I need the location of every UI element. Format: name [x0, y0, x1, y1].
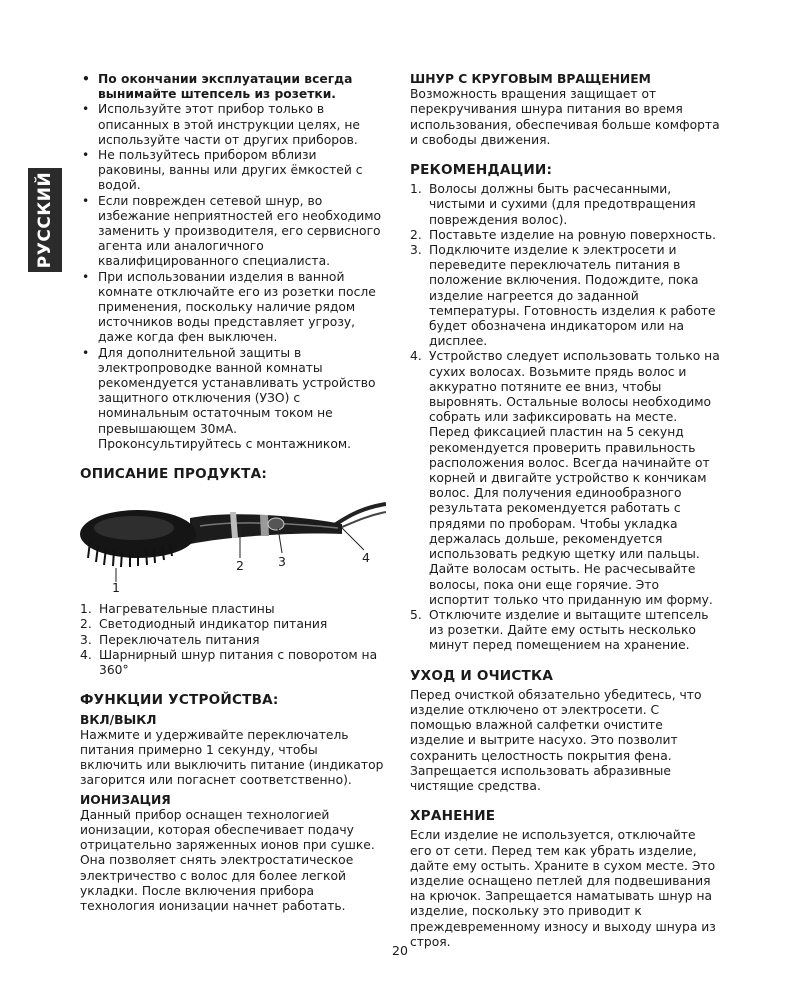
- parts-item: 3. Переключатель питания: [80, 632, 260, 647]
- page-number: 20: [392, 943, 408, 958]
- callout-3: 3: [278, 554, 286, 570]
- recommendation-item: 4. Устройство следует использовать только на сухих волосах. Возьмите прядь волос и аккуратно потяните ее вниз, чтобы выровнять. Остальные волосы необходимо собрать или зафиксировать на месте. Перед фиксацией пластин на 5 секунд рекомендуется проверить правильность расположения волос. Всегда начинайте от корней и двигайте устройство к кончикам волос. Для получения единообразного результата рекомендуется работать с прядями по проборам. Чтобы укладка держалась дольше, рекомендуется использовать редкую щетку или пальцы. Дайте волосам остыть. Не расчесывайте волосы, пока они еще горячие. Это испортит только что приданную им форму.: [410, 349, 720, 607]
- safety-item: • Если поврежден сетевой шнур, во избежание неприятностей его необходимо заменить у производителя, его сервисного агента или аналогичного квалифицированного специалиста.: [80, 194, 384, 270]
- ionization-heading: ИОНИЗАЦИЯ: [80, 792, 171, 807]
- parts-item: 4. Шарнирный шнур питания с поворотом на 360°: [80, 647, 378, 678]
- callout-4: 4: [362, 550, 370, 566]
- hair-straightener-brush-image: [80, 488, 386, 598]
- language-tab: [28, 168, 62, 272]
- parts-item: 1. Нагревательные пластины: [80, 602, 275, 617]
- right-column: [410, 72, 720, 950]
- language-tab-label: РУССКИЙ: [35, 171, 55, 269]
- product-illustration: [80, 488, 386, 598]
- safety-item: • При использовании изделия в ванной комнате отключайте его из розетки после применения, поскольку наличие рядом источников воды представляет угрозу, даже когда фен выключен.: [80, 270, 384, 346]
- recommendations-list: [410, 182, 720, 653]
- swivel-cord-heading: ШНУР С КРУГОВЫМ ВРАЩЕНИЕМ: [410, 72, 651, 86]
- callout-2: 2: [236, 558, 244, 574]
- care-heading: УХОД И ОЧИСТКА: [410, 667, 554, 684]
- callout-1: 1: [112, 580, 120, 596]
- safety-item: • Используйте этот прибор только в описанных в этой инструкции целях, не используйте части от других приборов.: [80, 102, 384, 148]
- product-description-heading: ОПИСАНИЕ ПРОДУКТА:: [80, 466, 268, 483]
- left-column: [80, 72, 384, 914]
- storage-heading: ХРАНЕНИЕ: [410, 808, 496, 825]
- storage-text: Если изделие не используется, отключайте его от сети. Перед тем как убрать изделие, дайте ему остыть. Храните в сухом месте. Это изделие оснащено петлей для подвешивания на крючок. Запрещается наматывать шнур на изделие, поскольку это приводит к преждевременному износу и выходу шнура из строя.: [410, 828, 716, 949]
- functions-heading: ФУНКЦИИ УСТРОЙСТВА:: [80, 692, 279, 709]
- recommendation-item: 5. Отключите изделие и вытащите штепсель из розетки. Дайте ему остыть несколько минут перед помещением на хранение.: [410, 607, 709, 653]
- safety-list: [80, 72, 384, 452]
- parts-list: [80, 602, 384, 678]
- onoff-heading: ВКЛ/ВЫКЛ: [80, 712, 157, 727]
- swivel-cord-text: Возможность вращения защищает от перекручивания шнура питания во время использования, обеспечивая больше комфорта и свободы движения.: [410, 87, 720, 147]
- recommendations-heading: РЕКОМЕНДАЦИИ:: [410, 162, 553, 179]
- safety-item: • Для дополнительной защиты в электропроводке ванной комнаты рекомендуется устанавливать устройство защитного отключения (УЗО) с номинальным остаточным током не превышающем 30мА. Проконсультируйтесь с монтажником.: [80, 346, 384, 452]
- recommendation-item: 1. Волосы должны быть расчесанными, чистыми и сухими (для предотвращения повреждения волос).: [410, 182, 696, 227]
- onoff-text: Нажмите и удерживайте переключатель питания примерно 1 секунду, чтобы включить или выключить питание (индикатор загорится или погаснет соответственно).: [80, 727, 384, 788]
- ionization-text: Данный прибор оснащен технологией ионизации, которая обеспечивает подачу отрицательно заряженных ионов при сушке. Она позволяет снять электростатическое электричество с волос для более легкой укладки. После включения прибора технология ионизации начнет работать.: [80, 807, 375, 913]
- recommendation-item: 2. Поставьте изделие на ровную поверхность.: [410, 227, 717, 242]
- parts-item: 2. Светодиодный индикатор питания: [80, 617, 328, 632]
- care-text: Перед очисткой обязательно убедитесь, что изделие отключено от электросети. С помощью влажной салфетки очистите изделие и вытрите насухо. Это позволит сохранить целостность покрытия фена. Запрещается использовать абразивные чистящие средства.: [410, 687, 702, 793]
- safety-item: • Не пользуйтесь прибором вблизи раковины, ванны или других ёмкостей с водой.: [80, 148, 384, 194]
- recommendation-item: 3. Подключите изделие к электросети и переведите переключатель питания в положение включения. Подождите, пока изделие нагреется до заданной температуры. Готовность изделия к работе будет обозначена индикатором или на дисплее.: [410, 243, 716, 349]
- safety-item: • По окончании эксплуатации всегда вынимайте штепсель из розетки.: [80, 72, 384, 102]
